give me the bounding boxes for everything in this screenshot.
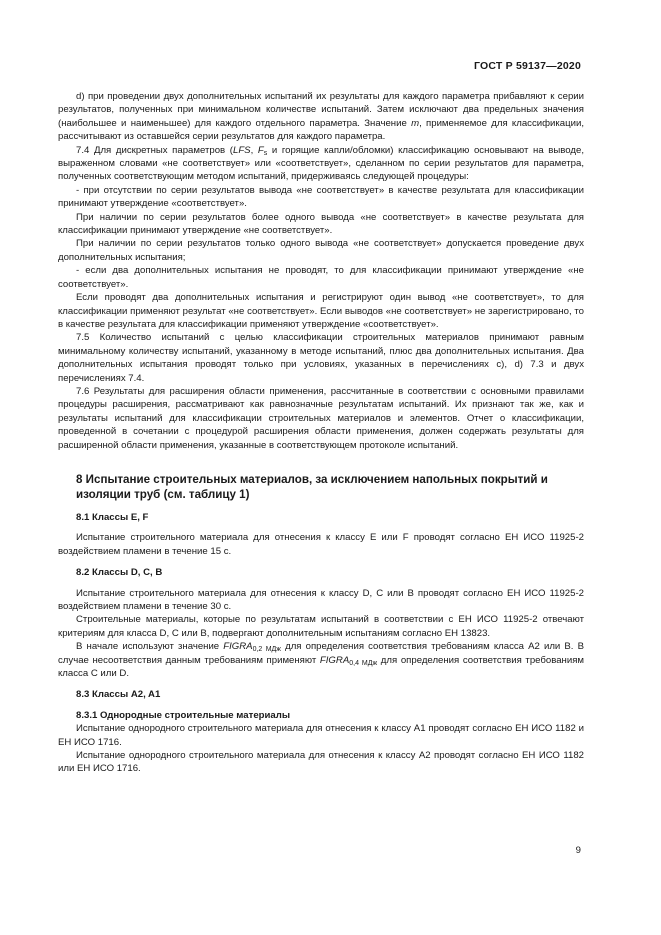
- text-run: и горящие капли/обломки) классификацию основывают на выводе, выраженном словами «не соответствует» или «соответствует», сделанном по серии результатов для параметра, полученных соответствующим методом испытаний, придерживаясь следующей процедуры:: [58, 144, 584, 183]
- heading-8-3: 8.3 Классы A2, A1: [76, 689, 161, 701]
- italic-variable: FIGRA: [223, 641, 253, 653]
- subscript: s: [263, 149, 268, 157]
- heading-8-1: 8.1 Классы E, F: [76, 511, 149, 523]
- paragraph-8-3-1-a: Испытание однородного строительного материала для отнесения к классу А1 проводят согласно ЕН ИСО 1182 и ЕН ИСО 1716.: [58, 723, 584, 748]
- paragraph-8-2-c: [58, 640, 584, 680]
- paragraph-8-3-1-b: Испытание однородного строительного материала для отнесения к классу А2 проводят согласно ЕН ИСО 1182 или ЕН ИСО 1716.: [58, 750, 584, 775]
- paragraph-7-3-d: [58, 90, 584, 144]
- text-run: ,: [250, 144, 258, 156]
- text-run: , применяемое для классификации, рассчитывают из оставшейся серии результатов для каждого параметра.: [58, 117, 584, 143]
- text-run: d) при проведении двух дополнительных испытаний их результаты для каждого параметра прибавляют к серии результатов, полученных при минимальном количестве испытаний. Затем исключают два предельных значения (наибольшее и наименьшее) для каждого отдельного параметра. Значение: [58, 91, 584, 129]
- subscript: 0,4 МДж: [349, 659, 378, 667]
- text-run: В начале используют значение: [76, 641, 224, 653]
- paragraph-two-additional: Если проводят два дополнительных испытания и регистрируют один вывод «не соответствует», то для классификации применяют результат «не соответствует». Если выводов «не соответствует» не зарегистрировано, то в качестве результата для классификации применяют утверждение «соответствует».: [58, 292, 584, 330]
- text-run: для определения соответствия требованиям класса С или D.: [58, 654, 584, 680]
- paragraph-only-one: При наличии по серии результатов только одного вывода «не соответствует» допускается проведение двух дополнительных испытания;: [58, 238, 584, 263]
- page-number: 9: [575, 845, 581, 856]
- text-run: для определения соответствия требованиям класса А2 или В. В случае несоответствия данным требованиям применяют: [58, 641, 584, 666]
- subscript: 0,2 МДж: [252, 646, 281, 654]
- heading-8-2: 8.2 Классы D, C, B: [76, 567, 163, 579]
- heading-8-3-1: 8.3.1 Однородные строительные материалы: [76, 709, 291, 721]
- paragraph-8-2-b: Строительные материалы, которые по результатам испытаний в соответствии с ЕН ИСО 11925-2 отвечают критериям для класса D, C или В, подвергают дополнительным испытаниям согласно ЕН 13823.: [58, 614, 584, 639]
- standard-header: ГОСТ Р 59137—2020: [473, 60, 581, 72]
- paragraph-no-nonconform: - при отсутствии по серии результатов вывода «не соответствует» в качестве результата для классификации принимают утверждение «соответствует».: [58, 184, 584, 210]
- paragraph-8-2-a: Испытание строительного материала для отнесения к классу D, C или В проводят согласно ЕН ИСО 11925-2 воздействием пламени в течение 30 с.: [58, 587, 584, 612]
- italic-variable: m: [411, 117, 420, 129]
- document-body: [58, 90, 584, 776]
- paragraph-no-additional: - если два дополнительных испытания не проводят, то для классификации принимают утверждение «не соответствует».: [58, 265, 584, 290]
- italic-variable: FIGRA: [319, 654, 350, 666]
- italic-variable: F: [257, 144, 264, 156]
- paragraph-7-6: 7.6 Результаты для расширения области применения, рассчитанные в соответствии с основными правилами процедуры расширения, рассматривают как равнозначные результатам испытаний. Их признают так же, как и результаты испытаний для классификации строительных материалов и элементов. Отчет о классификации, проведенной в сочетании с процедурой расширения области применения, должен содержать результаты для расширенной области применения, указанные в соответствующем протоколе испытаний.: [58, 385, 584, 451]
- paragraph-7-5: 7.5 Количество испытаний с целью классификации строительных материалов принимают равным минимальному количеству испытаний, указанному в методе испытаний, плюс два дополнительных испытания. Два дополнительных испытания проводят только при условиях, указанных в перечислениях с), d) 7.3 и двух перечислениях 7.4.: [58, 332, 584, 384]
- text-run: 7.4 Для дискретных параметров (: [76, 144, 233, 156]
- paragraph-7-4: [58, 144, 584, 184]
- italic-variable: LFS: [232, 144, 251, 156]
- paragraph-8-1: Испытание строительного материала для отнесения к классу Е или F проводят согласно ЕН ИСО 11925-2 воздействием пламени в течение 15 с.: [58, 532, 584, 557]
- paragraph-more-than-one: При наличии по серии результатов более одного вывода «не соответствует» в качестве результата для классификации принимают утверждение «не соответствует».: [58, 211, 584, 237]
- section-8-heading: 8 Испытание строительных материалов, за исключением напольных покрытий и изоляции труб (см. таблицу 1): [76, 472, 548, 502]
